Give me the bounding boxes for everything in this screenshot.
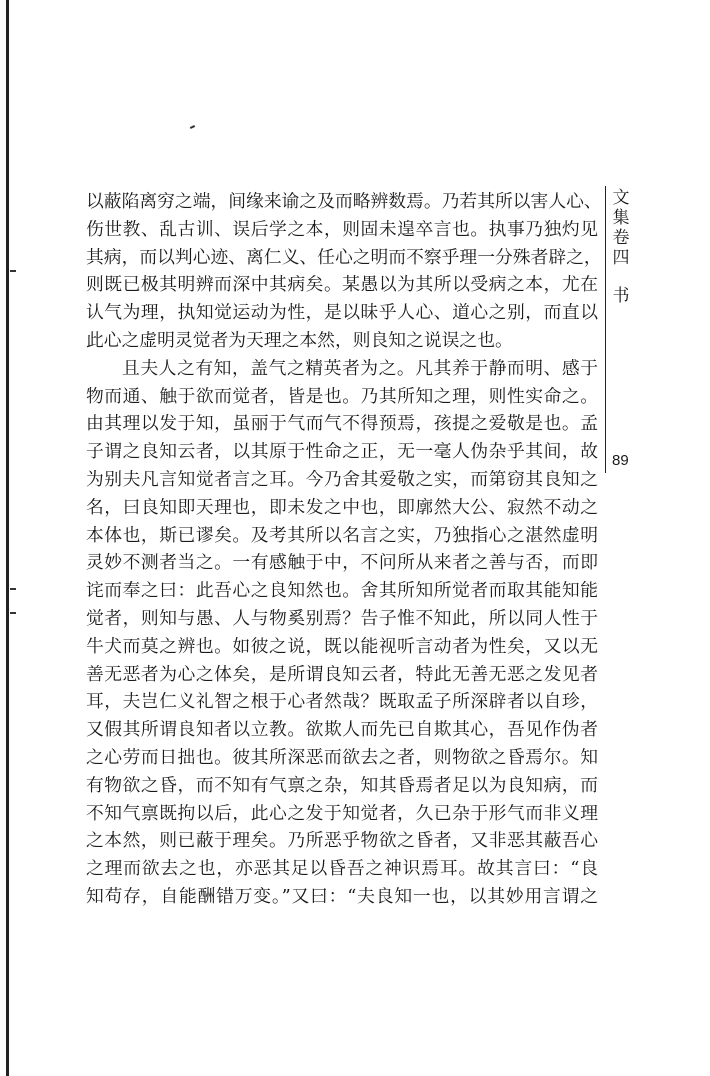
- text-line: 诧而奉之曰：此吾心之良知然也。舍其所知所觉者而取其能知能: [86, 580, 598, 602]
- scan-edge-mark: [10, 612, 16, 614]
- text-line: 之心劳而日拙也。彼其所深恶而欲去之者，则物欲之昏焉尔。知: [86, 746, 598, 768]
- paragraph-1: [86, 188, 602, 355]
- text-line: 为别夫凡言知觉者言之耳。今乃舍其爱敬之实，而第窃其良知之: [86, 468, 598, 490]
- text-line: 物而通、触于欲而觉者，皆是也。乃其所知之理，则性实命之。: [86, 385, 598, 407]
- text-line: 认气为理，执知觉运动为性，是以昧乎人心、道心之别，而直以: [86, 302, 598, 324]
- paragraph-2: [86, 355, 598, 911]
- running-header-section: 书: [612, 286, 630, 306]
- text-line: 此心之虚明灵觉者为天理之本然，则良知之说误之也。: [86, 329, 513, 351]
- text-line: 子谓之良知云者，以其原于性命之正，无一毫人伪杂乎其间，故: [86, 441, 598, 463]
- text-line: 其病，而以判心迹、离仁义、任心之明而不察乎理一分殊者辟之，: [86, 246, 602, 268]
- page-number: 89: [612, 452, 629, 469]
- scan-edge-mark: [10, 588, 16, 590]
- text-line: 且夫人之有知，盖气之精英者为之。凡其养于静而明、感于: [122, 357, 598, 379]
- running-header: [611, 188, 631, 306]
- text-line: 以蔽陷离穷之端，间缘来谕之及而略辨数焉。乃若其所以害人心、: [86, 191, 602, 212]
- scan-edge-mark: [10, 270, 16, 272]
- text-line: 牛犬而莫之辨也。如彼之说，既以能视听言动者为性矣，又以无: [86, 635, 598, 657]
- running-header-rule: [605, 186, 606, 473]
- body-text: [86, 188, 602, 911]
- text-line: 名，曰良知即天理也，即未发之中也，即廓然大公、寂然不动之: [86, 496, 598, 518]
- text-line: 本体也，斯已谬矣。及考其所以名言之实，乃独指心之湛然虚明: [86, 524, 598, 546]
- text-line: 由其理以发于知，虽丽于气而气不得预焉，孩提之爱敬是也。孟: [86, 413, 598, 435]
- text-line: 灵妙不测者当之。一有感触于中，不问所从来者之善与否，而即: [86, 552, 598, 574]
- text-line: 善无恶者为心之体矣，是所谓良知云者，特此无善无恶之发见者: [86, 663, 598, 685]
- running-header-char: 集: [612, 208, 630, 228]
- text-line: 伤世教、乱古训、误后学之本，则固未遑卒言也。执事乃独灼见: [86, 218, 598, 240]
- text-line: 之理而欲去之也，亦恶其足以昏吾之神识焉耳。故其言曰：“良: [86, 858, 598, 880]
- running-header-char: 四: [612, 248, 630, 268]
- text-line: 有物欲之昏，而不知有气禀之杂，知其昏焉者足以为良知病，而: [86, 774, 598, 796]
- text-line: 知苟存，自能酬错万变。”又曰：“夫良知一也，以其妙用言谓之: [86, 885, 598, 907]
- scan-binding-edge: [6, 0, 9, 1076]
- text-line: 觉者，则知与愚、人与物奚别焉？告子惟不知此，所以同人性于: [86, 607, 598, 629]
- text-line: 又假其所谓良知者以立教。欲欺人而先已自欺其心，吾见作伪者: [86, 719, 598, 741]
- scan-speck: [190, 125, 195, 129]
- running-header-char: 文: [612, 188, 630, 208]
- running-header-char: 卷: [612, 228, 630, 248]
- text-line: 耳，夫岂仁义礼智之根于心者然哉？既取孟子所深辟者以自珍，: [86, 691, 598, 713]
- text-line: 则既已极其明辨而深中其病矣。某愚以为其所以受病之本，尤在: [86, 274, 598, 296]
- text-line: 之本然，则已蔽于理矣。乃所恶乎物欲之昏者，又非恶其蔽吾心: [86, 830, 598, 852]
- text-line: 不知气禀既拘以后，此心之发于知觉者，久已杂于形气而非义理: [86, 802, 598, 824]
